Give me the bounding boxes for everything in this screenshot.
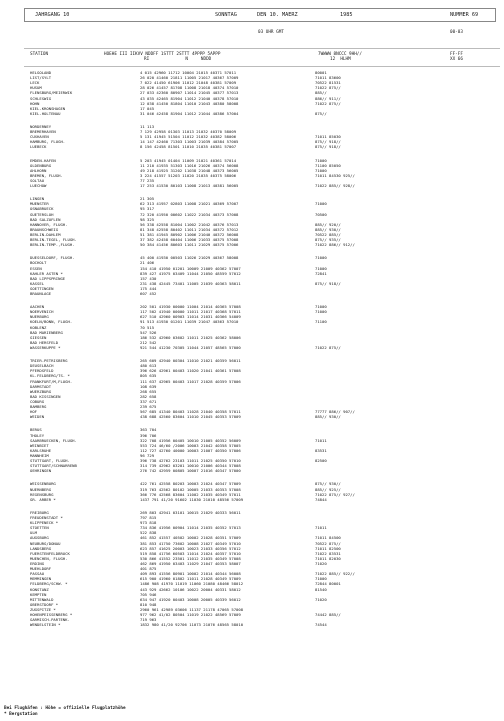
synop-code: 5 203 41945 01404 11009 21021 40361 57014 xyxy=(140,157,237,163)
station-name: SOLTAU xyxy=(30,177,45,183)
synop-code: 438 688 42560 83604 11010 21045 40353 57009 xyxy=(140,414,241,420)
station-name: HAMBURG, FLUGH. xyxy=(30,139,66,145)
synop-code: 634 947 41920 00403 10008 20005 40339 56012 xyxy=(140,596,241,602)
synop-code: 401 875 xyxy=(140,566,157,572)
extra-groups: 71100 85050 xyxy=(315,162,341,168)
station-name: HOF xyxy=(30,409,38,415)
station-name: BAD SALZUFLEN xyxy=(30,216,61,222)
extra-groups: 77777 886// 907// xyxy=(315,409,355,415)
station-name: FREUDENSTADT * xyxy=(30,514,63,520)
extra-groups: 70500 xyxy=(315,211,327,217)
synop-code: 522 838 xyxy=(140,530,157,536)
synop-code: 1437 791 41/20 91602 11030 21010 48556 57009 xyxy=(140,496,244,502)
station-group xyxy=(30,196,498,247)
station-name: GIESSEN xyxy=(30,334,47,340)
station-name: BAD LIPPSPRINGE xyxy=(30,275,66,281)
station-name: BAD HERSFELD xyxy=(30,339,59,345)
extra-groups: 875// 918// xyxy=(315,280,341,286)
station-name: DEUSELBACH xyxy=(30,363,54,369)
synop-code: 567 685 41340 80403 11028 21040 40358 57011 xyxy=(140,409,241,415)
extra-groups: 71022 875// xyxy=(315,100,341,106)
station-name: WUERZBURG xyxy=(30,388,52,394)
station-name: STOETTEN xyxy=(30,525,49,531)
synop-code: 269 803 42941 03101 10015 21029 40333 56011 xyxy=(140,509,241,515)
station-name: BREMEN, FLUGH. xyxy=(30,172,63,178)
station-name: MEMMINGEN xyxy=(30,576,52,582)
station-name: STUTTGART/SCHNARRENB xyxy=(30,463,77,469)
station-name: KOELN/BONN, FLUGH. xyxy=(30,319,73,325)
footnote-airport: Bei Flughäfen : Höhe = offizielle Flugplatzhöhe xyxy=(4,706,126,711)
station-name: GR. ARBER * xyxy=(30,496,56,502)
station-group xyxy=(30,124,498,150)
extra-groups: 71000 xyxy=(315,157,327,163)
station-name: SCHLESWIG xyxy=(30,95,52,101)
extra-groups: 71000 xyxy=(315,255,327,261)
synop-code: 157 430 xyxy=(140,275,157,281)
synop-code: 8 156 42458 81501 11010 21035 40381 57007 xyxy=(140,144,237,150)
synop-code: 1832 980 41/20 92706 11073 21076 48565 58010 xyxy=(140,622,244,628)
synop-code: 734 836 41956 00904 11014 21035 40352 57013 xyxy=(140,525,241,531)
extra-groups: 71000 xyxy=(315,201,327,207)
station-name: FUERSTENFELDBRUCK xyxy=(30,550,70,556)
synop-code: 319 763 42562 80102 10005 21033 40353 57008 xyxy=(140,486,241,492)
synop-code: 50 384 41456 80603 11011 21029 40375 57006 xyxy=(140,242,239,248)
station-name: GOETTINGEN xyxy=(30,285,54,291)
synop-code: 45 400 41930 00503 11026 21029 40367 58008 xyxy=(140,255,239,261)
extra-groups: 71022 875// 927// xyxy=(315,491,355,497)
synop-code: 268 655 xyxy=(140,388,157,394)
station-name: DARMSTADT xyxy=(30,383,52,389)
station-name: TRIER-PETRISBERG xyxy=(30,358,68,364)
station-name: OEHRINGEN xyxy=(30,468,52,474)
synop-code: 547 526 xyxy=(140,329,157,335)
synop-code: 810 948 xyxy=(140,601,157,607)
synop-code: 265 609 42940 00304 11010 21021 40359 56011 xyxy=(140,358,241,364)
station-name: KEMPTEN xyxy=(30,591,47,597)
synop-code: 212 542 xyxy=(140,339,157,345)
extra-groups: 74442 885// xyxy=(315,612,341,618)
station-col-header: STATION xyxy=(30,52,49,57)
station-name: REGENSBURG xyxy=(30,491,54,497)
synop-code: 28 026 41457 81708 11008 21018 40374 57010 xyxy=(140,85,239,91)
synop-code: 112 727 42760 40000 10003 21007 40350 57006 xyxy=(140,447,241,453)
synop-code: 14 147 42460 71303 11003 21039 40384 57005 xyxy=(140,139,239,145)
station-name: NUERNBERG xyxy=(30,486,52,492)
station-name: ERDING xyxy=(30,560,45,566)
weekday: SONNTAG xyxy=(215,12,237,18)
station-name: NOERVENICH xyxy=(30,309,54,315)
synop-code: 530 866 41552 23501 11012 21035 40349 57008 xyxy=(140,555,241,561)
synop-code: 627 510 42960 00903 11014 21031 40366 54009 xyxy=(140,314,241,320)
synop-code: 62 313 41957 02803 11008 21021 40369 57007 xyxy=(140,201,239,207)
station-name: HOHENPEISSENBERG * xyxy=(30,612,73,618)
station-name: OBERSTDORF * xyxy=(30,601,59,607)
extra-groups: 82500 xyxy=(315,458,327,464)
extra-groups: 71011 xyxy=(315,525,327,531)
table-row xyxy=(30,291,498,296)
extra-groups: 71000 xyxy=(315,309,327,315)
station-name: KLIPPENECK * xyxy=(30,520,59,526)
station-name: HOHN xyxy=(30,100,40,106)
station-name: FELDBERG/SCHW. * xyxy=(30,581,68,587)
extra-groups: 72841 xyxy=(315,270,327,276)
synop-code: 396 706 xyxy=(140,432,157,438)
extra-groups: 71000 xyxy=(315,576,327,582)
extra-groups: 70522 885// xyxy=(315,231,341,237)
station-name: AACHEN xyxy=(30,304,45,310)
synop-code: 623 857 41625 20003 10023 21033 40356 57012 xyxy=(140,545,241,551)
synop-code: 91 513 41930 01201 11039 21047 40363 57010 xyxy=(140,319,239,325)
synop-code: 461 852 41557 40502 10002 21028 40351 57009 xyxy=(140,535,241,541)
footnotes xyxy=(4,706,126,717)
synop-code: 337 671 xyxy=(140,399,157,405)
extra-groups: 885// 925// xyxy=(315,486,341,492)
station-name: WEIDEN xyxy=(30,414,45,420)
synop-code: 5 131 41945 51504 11012 21032 40382 58006 xyxy=(140,134,237,140)
synop-code: 282 658 xyxy=(140,393,157,399)
synop-code: 396 626 42961 00403 11020 21041 40361 57008 xyxy=(140,368,241,374)
extra-groups: 71022 885// 928// xyxy=(315,183,355,189)
synop-code: 72 320 41950 00602 11022 21034 40373 57008 xyxy=(140,211,239,217)
synop-code: 96 729 xyxy=(140,453,155,458)
synop-code: 202 501 41930 00000 11004 21014 40365 57008 xyxy=(140,304,241,310)
extra-groups: 885// 930// xyxy=(315,226,341,232)
synop-code: 117 502 41940 00000 11011 21017 40368 57011 xyxy=(140,309,241,315)
synop-code: 98 325 xyxy=(140,216,155,222)
station-name: LIST/SYLT xyxy=(30,75,52,81)
station-name: WEISSENBURG xyxy=(30,481,56,487)
extra-groups: 81540 xyxy=(315,586,327,592)
synop-code: 977 962 41/02 80504 11019 21022 48569 57009 xyxy=(140,612,241,618)
extra-groups: 875// 930// xyxy=(315,481,341,487)
synop-code: 95 317 xyxy=(140,206,155,212)
synop-code: 519 858 41756 60503 11014 21024 40357 57010 xyxy=(140,550,241,556)
extra-groups: 71011 84530 925// xyxy=(315,172,355,178)
synop-code: 26 020 41460 21811 11005 21017 40367 57009 xyxy=(140,75,239,81)
station-group xyxy=(30,158,498,189)
station-name: BERLIN-TEMP.,FLUGH. xyxy=(30,242,75,248)
extra-groups: 71011 82030 xyxy=(315,555,341,561)
station-name: LUEBECK xyxy=(30,144,47,150)
station-name: MITTENWALD xyxy=(30,596,54,602)
station-name: BAD KISSINGEN xyxy=(30,393,61,399)
extra-groups: 71020 xyxy=(315,560,327,566)
station-name: THOLEY xyxy=(30,432,45,438)
synop-code: 231 438 42445 73401 11005 21039 40363 58011 xyxy=(140,280,241,286)
extra-groups: 71011 83600 xyxy=(315,75,341,81)
station-name: BREMERHAVEN xyxy=(30,129,56,135)
extra-groups: 74844 xyxy=(315,496,327,502)
synop-code: 7 129 42958 01303 11013 21032 40370 58009 xyxy=(140,129,237,135)
station-name: AUGSBURG xyxy=(30,535,49,541)
synop-code: 49 218 41925 31202 11038 21048 40373 56005 xyxy=(140,167,239,173)
station-group xyxy=(30,481,498,501)
station-name: MANNHEIM xyxy=(30,453,49,458)
station-name: KL.FELDBERG/TS. * xyxy=(30,373,70,379)
station-name: NUERBURG xyxy=(30,314,49,320)
extra-groups: 71022 83531 xyxy=(315,550,341,556)
synop-code: 11 210 41935 51303 11016 21026 40374 56008 xyxy=(140,162,239,168)
synop-code: 37 382 42458 60404 11006 21033 40375 57008 xyxy=(140,237,239,243)
extra-groups: 885// 930// xyxy=(315,414,341,420)
station-name: KONSTANZ xyxy=(30,586,49,592)
extra-groups: 71022 875// xyxy=(315,85,341,91)
report-header xyxy=(24,8,496,22)
synop-code: 719 963 xyxy=(140,617,157,623)
synop-code: 443 929 42662 10106 10022 20004 40331 58012 xyxy=(140,586,241,592)
synop-code: 2960 961 42989 03606 11137 21178 47065 57008 xyxy=(140,606,244,612)
station-group xyxy=(30,255,498,296)
synop-code: 363 704 xyxy=(140,427,157,433)
station-name: KAHLER ASTEN * xyxy=(30,270,63,276)
station-name: GARMISCH-PARTENK. xyxy=(30,617,70,623)
station-name: ZUGSPITZE * xyxy=(30,606,56,612)
extra-groups: 71022 886// 912// xyxy=(315,242,355,248)
station-group xyxy=(30,510,498,628)
synop-code: 12 038 41450 81804 11010 21043 40380 58008 xyxy=(140,100,239,106)
synop-code: 607 452 xyxy=(140,291,157,297)
station-name: BERLIN-DAHLEM xyxy=(30,231,61,237)
extra-groups: 875// xyxy=(315,110,327,116)
groups-col-header-sub: 12 HLHM xyxy=(330,57,351,62)
extra-groups: 72844 80001 xyxy=(315,581,341,587)
synop-code: 462 869 41950 03403 11029 21047 40353 58007 xyxy=(140,560,241,566)
station-name: GUETERSLOH xyxy=(30,211,54,217)
extra-groups: 886// 911// xyxy=(315,95,341,101)
synop-code: 108 639 xyxy=(140,383,157,389)
station-name: LUECHOW xyxy=(30,183,47,189)
station-name: BERUS xyxy=(30,427,42,433)
station-name: MUENSTER xyxy=(30,201,49,207)
code-col-header: HOEHE III IIKVV NDDFF 1STTT 2STTT 4PPPP 5APPP xyxy=(104,52,221,57)
synop-code: 615 900 41960 01802 11011 21028 40349 57009 xyxy=(140,576,241,582)
synop-code: 111 637 42965 00403 11017 21028 40359 57006 xyxy=(140,378,241,384)
extra-groups: 71011 84500 xyxy=(315,535,341,541)
station-name: COBURG xyxy=(30,399,45,405)
extra-groups: 83531 xyxy=(315,447,327,453)
station-name: NORDERNEY xyxy=(30,123,52,129)
station-name: EMDEN-HAFEN xyxy=(30,157,56,163)
synop-code: 422 761 42558 80203 10003 21024 40347 57009 xyxy=(140,481,241,487)
station-name: LECK xyxy=(30,80,40,86)
extra-groups: 71022 875// xyxy=(315,345,341,351)
station-name: LANDSBERG xyxy=(30,545,52,551)
ff-col-header: FF-FF xyxy=(450,52,463,57)
table-row xyxy=(30,183,498,188)
station-name: MUENCHEN, FLUGH. xyxy=(30,555,68,561)
synop-code: 797 815 xyxy=(140,514,157,520)
table-row xyxy=(30,468,498,473)
synop-code: 553 724 46/60 /2006 10003 21042 40358 57005 xyxy=(140,442,241,448)
station-name: BOCHOLT xyxy=(30,260,47,266)
station-name: DUESSELDORF, FLUGH. xyxy=(30,255,75,261)
footnote-mountain: * Bergstation xyxy=(4,711,38,717)
synop-code: 186 532 42960 03602 11011 21025 40362 58006 xyxy=(140,334,241,340)
synop-code: 381 853 41750 73602 10008 21027 40349 57010 xyxy=(140,540,241,546)
synop-code: 51 381 41945 80902 11006 21040 40372 56008 xyxy=(140,231,239,237)
synop-code: 1486 908 41970 11019 11060 21080 48466 58012 xyxy=(140,581,244,587)
extra-groups: 71011 82500 xyxy=(315,545,341,551)
synop-code: 11 113 xyxy=(140,123,155,129)
report-date: DEN 10. MAERZ xyxy=(257,12,298,18)
station-name: MUEHLDORF xyxy=(30,566,52,572)
station-name: ESSEN xyxy=(30,265,42,271)
table-row xyxy=(30,345,498,350)
column-rule xyxy=(24,66,500,67)
station-name: FRANKFURT/M,FLUGH. xyxy=(30,378,73,384)
table-row xyxy=(30,242,498,247)
table-row xyxy=(30,144,498,149)
synop-code: 314 739 42962 03201 10010 21006 40344 57008 xyxy=(140,463,241,469)
synop-code: 705 946 xyxy=(140,591,157,597)
synop-code: 973 818 xyxy=(140,520,157,526)
extra-groups: 71000 xyxy=(315,167,327,173)
report-year: 1985 xyxy=(340,12,353,18)
station-table xyxy=(30,70,498,635)
synop-code: 7 022 41450 61906 11012 21048 40381 57009 xyxy=(140,80,237,86)
extra-groups: 885// xyxy=(315,90,327,96)
synop-code: 480 613 xyxy=(140,363,157,369)
station-name: KIEL-HOLTENAU xyxy=(30,110,61,116)
station-group xyxy=(30,358,498,419)
station-name: BRAUNSCHWEIG xyxy=(30,226,59,232)
table-row xyxy=(30,414,498,419)
table-row xyxy=(30,497,498,502)
extra-groups: 74544 xyxy=(315,622,327,628)
station-group xyxy=(30,70,498,116)
synop-code: 21 305 xyxy=(140,196,155,202)
synop-code: 4 015 42960 11712 10004 21015 40371 57011 xyxy=(140,70,237,75)
station-name: PASSAU xyxy=(30,571,45,577)
synop-code: 322 708 41956 00405 10010 21005 40352 56009 xyxy=(140,437,241,443)
station-name: WENDELSTEIN * xyxy=(30,622,61,628)
synop-code: 921 544 41230 70305 11044 21057 48565 57000 xyxy=(140,345,241,351)
synop-code: 3 224 41557 51203 11020 21035 40375 58006 xyxy=(140,172,237,178)
synop-code: 70 515 xyxy=(140,324,155,330)
extra-groups: 71011 85030 xyxy=(315,134,341,140)
extra-groups: 70522 81531 xyxy=(315,80,341,86)
volume-label: JAHRGANG 10 xyxy=(35,12,70,18)
synop-code: 43 035 42465 81904 11012 21040 40378 57010 xyxy=(140,95,239,101)
extra-groups: 71100 xyxy=(315,319,327,325)
station-name: AHLHORN xyxy=(30,167,47,173)
extra-groups: 71022 885// 922// xyxy=(315,571,355,577)
extra-groups: 71011 xyxy=(315,437,327,443)
groups-col-header: 7WWWW 8NCCC 9HH// xyxy=(318,52,362,57)
synop-code: 21 406 xyxy=(140,260,155,266)
station-name: SAARBRUECKEN, FLUGH. xyxy=(30,437,77,443)
station-name: HUSUM xyxy=(30,85,42,91)
station-name: FLENSBURG/MEIERWIK xyxy=(30,90,73,96)
synop-code: 31 046 42458 81904 11012 21044 40386 57004 xyxy=(140,110,239,116)
station-group xyxy=(30,304,498,350)
extra-groups: 71000 xyxy=(315,265,327,271)
synop-code: 839 427 41975 03409 11044 21050 48559 57012 xyxy=(140,270,241,276)
station-name: WASSERKUPPE * xyxy=(30,345,61,351)
station-name: ULM xyxy=(30,530,38,536)
station-name: STUTTGART, FLUGH. xyxy=(30,458,70,464)
extra-groups: 80001 xyxy=(315,70,327,75)
synop-code: 27 033 42360 80907 11014 21045 40377 57013 xyxy=(140,90,239,96)
synop-code: 77 235 xyxy=(140,177,155,183)
station-name: FREIBURG xyxy=(30,509,49,515)
station-name: NEUBURG/DONAU xyxy=(30,540,61,546)
synop-code: 17 253 41530 80103 11008 21013 40381 56005 xyxy=(140,183,239,189)
station-name: WEINBIET xyxy=(30,442,49,448)
station-name: HELGOLAND xyxy=(30,70,52,75)
extra-groups: 875// 935// xyxy=(315,237,341,243)
station-name: OLDENBURG xyxy=(30,162,52,168)
station-name: BRAUNLAGE xyxy=(30,291,52,297)
extra-groups: 875// 918// xyxy=(315,144,341,150)
synop-code: 366 776 42568 83604 11002 21035 40349 57011 xyxy=(140,491,241,497)
synop-code: 396 738 42762 23103 11011 21025 40350 57010 xyxy=(140,458,241,464)
extra-groups: 70522 875// xyxy=(315,540,341,546)
synop-code: 175 444 xyxy=(140,285,157,291)
ff-col-header-sub: XX 66 xyxy=(450,57,463,62)
synop-code: 17 045 xyxy=(140,105,155,111)
issue-number: NUMMER 69 xyxy=(450,12,479,18)
code-col-header-sub: RI N NDDD xyxy=(144,57,212,62)
station-name: BAD MARIENBERG xyxy=(30,329,63,335)
station-name: BAMBERG xyxy=(30,404,47,410)
extra-groups: 885// 920// xyxy=(315,221,341,227)
synop-code: 276 742 42959 00805 10007 21016 40347 57000 xyxy=(140,468,241,474)
station-name: PFERDSFELD xyxy=(30,368,54,374)
synop-code: 81 348 42558 80402 11011 21034 40372 57012 xyxy=(140,226,239,232)
extra-groups: 71020 xyxy=(315,596,327,602)
station-name: HANNOVER, FLUGH. xyxy=(30,221,68,227)
station-name: KOBLENZ xyxy=(30,324,47,330)
station-name: BERLIN-TEGEL, FLUGH. xyxy=(30,237,77,243)
table-row xyxy=(30,111,498,116)
station-name: OSNABRUECK xyxy=(30,206,54,212)
header-rule xyxy=(24,48,500,49)
time-code: 00-03 xyxy=(450,30,463,35)
synop-code: 56 338 42558 81004 11002 21042 40376 57013 xyxy=(140,221,239,227)
synop-code: 239 675 xyxy=(140,404,157,410)
station-name: LINGEN xyxy=(30,196,45,202)
station-name: CUXHAVEN xyxy=(30,134,49,140)
synop-code: 409 893 41556 80901 10002 21014 40344 56008 xyxy=(140,571,241,577)
synop-code: 805 635 xyxy=(140,373,157,379)
station-name: KARLSRUHE xyxy=(30,447,52,453)
table-row xyxy=(30,622,498,627)
station-name: KIEL-KRONSHAGEN xyxy=(30,105,66,111)
observation-time: 03 UHR GMT xyxy=(258,30,284,35)
extra-groups: 875// 918// xyxy=(315,139,341,145)
extra-groups: 71000 xyxy=(315,304,327,310)
station-group xyxy=(30,427,498,473)
synop-code: 154 410 41950 01201 10009 21009 40362 57007 xyxy=(140,265,241,271)
station-name: KASSEL xyxy=(30,280,45,286)
